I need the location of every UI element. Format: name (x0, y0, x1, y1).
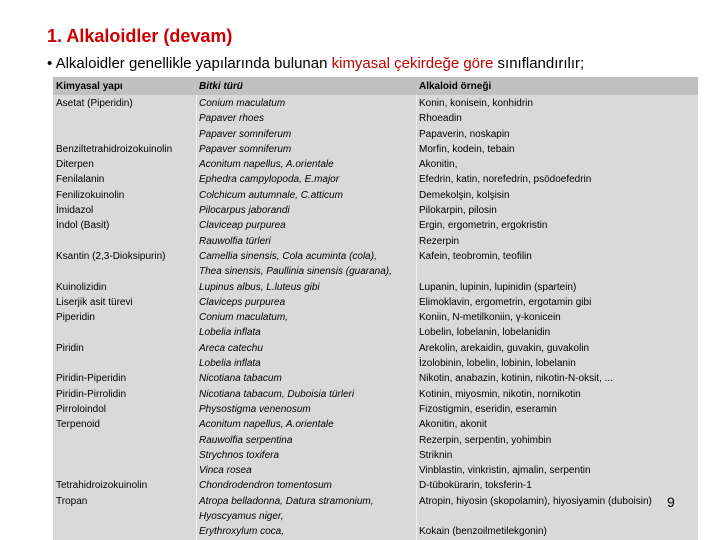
subtitle-text-post: sınıflandırılır; (493, 55, 585, 72)
plant-species-cell: Conium maculatum (199, 98, 286, 109)
plant-species-cell: Lobelia inflata (199, 358, 261, 370)
chemical-structure-cell (56, 433, 172, 448)
plant-species-cell: Nicotiana tabacum, Duboisia türleri (199, 388, 355, 400)
plant-species-cell: Rauwolfia serpentina (199, 434, 293, 446)
chemical-structure-cell (56, 509, 172, 524)
plant-species-cell: Lobelia inflata (199, 327, 261, 339)
plant-species-cell: Lupinus albus, L.luteus gibi (199, 281, 320, 293)
alkaloid-example-cell: Ergin, ergometrin, ergokristin (419, 220, 548, 232)
slide-subtitle (47, 55, 584, 72)
alkaloid-example-cell: Atropin, hiyosin (skopolamin), hiyosiyamin (duboisin) (419, 495, 652, 507)
chemical-structure-cell: Ksantin (2,3-Dioksipurin) (56, 250, 166, 262)
chemical-structure-cell: Pirroloindol (56, 403, 107, 415)
plant-species-cell: Erythroxylum coca, (199, 526, 285, 538)
column-plant-species (199, 96, 392, 540)
alkaloid-example-cell: Nikotin, anabazin, kotinin, nikotin-N-oksit, ... (419, 373, 613, 385)
plant-species-cell: Atropa belladonna, Datura stramonium, (199, 495, 374, 507)
plant-species-cell: Areca catechu (199, 342, 263, 354)
chemical-structure-cell (56, 234, 172, 249)
column-alkaloid-example (419, 96, 652, 540)
chemical-structure-cell: Piridin (56, 342, 84, 354)
chemical-structure-cell (56, 524, 172, 539)
chemical-structure-cell: Asetat (Piperidin) (56, 98, 133, 109)
chemical-structure-cell: İndol (Basit) (56, 220, 110, 232)
alkaloid-example-cell: Efedrin, katin, norefedrin, psödoefedrin (419, 174, 592, 186)
chemical-structure-cell (56, 127, 172, 142)
column-divider (416, 95, 417, 540)
plant-species-cell: Camellia sinensis, Cola acuminta (cola), (199, 250, 377, 262)
alkaloid-example-cell: Rhoeadin (419, 113, 462, 125)
plant-species-cell: Chondrodendron tomentosum (199, 480, 332, 492)
alkaloid-example-cell: Lobelin, lobelanin, lobelanidin (419, 327, 551, 339)
chemical-structure-cell: Fenilalanin (56, 174, 105, 186)
header-chemical-structure: Kimyasal yapı (56, 81, 123, 92)
table-header (53, 77, 698, 95)
subtitle-text-pre: • Alkaloidler genellikle yapılarında bulunan (47, 55, 332, 72)
header-alkaloid-example: Alkaloid örneği (419, 81, 492, 92)
plant-species-cell: Colchicum autumnale, C.atticum (199, 189, 343, 201)
chemical-structure-cell (56, 325, 172, 340)
slide-title: 1. Alkaloidler (devam) (47, 26, 233, 46)
alkaloid-example-cell: Rezerpin, serpentin, yohimbin (419, 434, 552, 446)
alkaloid-example-cell: Akonitin, (419, 159, 458, 171)
plant-species-cell: Hyoscyamus niger, (199, 511, 284, 523)
chemical-structure-cell (56, 448, 172, 463)
alkaloid-example-cell (419, 509, 652, 524)
alkaloid-example-cell: Morfin, kodein, tebain (419, 143, 515, 155)
plant-species-cell: Claviceap purpurea (199, 220, 286, 232)
alkaloid-example-cell: Arekolin, arekaidin, guvakin, guvakolin (419, 342, 590, 354)
alkaloid-example-cell: Vinblastin, vinkristin, ajmalin, serpentin (419, 465, 591, 477)
alkaloid-example-cell: Fizostigmin, eseridin, eseramin (419, 403, 557, 415)
alkaloid-example-cell: Akonitin, akonit (419, 419, 487, 431)
plant-species-cell: Strychnos toxifera (199, 449, 280, 461)
plant-species-cell: Pilocarpus jaborandi (199, 205, 290, 217)
chemical-structure-cell: Tropan (56, 495, 88, 507)
alkaloid-table (53, 77, 698, 540)
alkaloid-example-cell: Kafein, teobromin, teofilin (419, 250, 532, 262)
plant-species-cell: Physostigma venenosum (199, 403, 311, 415)
chemical-structure-cell: Piperidin (56, 312, 95, 324)
alkaloid-example-cell: Pilokarpin, pilosin (419, 205, 497, 217)
chemical-structure-cell: Liserjik asit türevi (56, 296, 133, 308)
alkaloid-example-cell: Konin, konisein, konhidrin (419, 98, 533, 109)
chemical-structure-cell (56, 463, 172, 478)
alkaloid-example-cell: Kokain (benzoilmetilekgonin) (419, 526, 547, 538)
plant-species-cell: Vinca rosea (199, 465, 252, 477)
plant-species-cell: Aconitum napellus, A.orientale (199, 419, 334, 431)
header-plant-species: Bitki türü (199, 81, 243, 92)
chemical-structure-cell: Benziltetrahidroizokuinolin (56, 143, 173, 155)
alkaloid-example-cell: Papaverin, noskapin (419, 128, 510, 140)
alkaloid-example-cell: Demekolşin, kolşisin (419, 189, 510, 201)
chemical-structure-cell (56, 111, 172, 126)
alkaloid-example-cell: Lupanin, lupinin, lupinidin (spartein) (419, 281, 577, 293)
plant-species-cell: Conium maculatum, (199, 312, 288, 324)
plant-species-cell: Papaver somniferum (199, 143, 292, 155)
column-divider (196, 95, 197, 540)
alkaloid-example-cell: Koniin, N-metilkoniin, γ-konicein (419, 312, 561, 324)
alkaloid-example-cell: İzolobinin, lobelin, lobinin, lobelanin (419, 358, 576, 370)
plant-species-cell: Aconitum napellus, A.orientale (199, 159, 334, 171)
subtitle-highlight: kimyasal çekirdeğe göre (331, 55, 494, 72)
plant-species-cell: Rauwolfia türleri (199, 235, 271, 247)
column-chemical-structure (56, 96, 172, 540)
chemical-structure-cell (56, 356, 172, 371)
plant-species-cell: Ephedra campylopoda, E.major (199, 174, 340, 186)
alkaloid-example-cell: Striknin (419, 449, 453, 461)
alkaloid-example-cell: Elimoklavin, ergometrin, ergotamin gibi (419, 296, 592, 308)
chemical-structure-cell: İmidazol (56, 205, 94, 217)
plant-species-cell: Thea sinensis, Paullinia sinensis (guarana), (199, 266, 392, 278)
plant-species-cell: Claviceps purpurea (199, 296, 286, 308)
chemical-structure-cell: Kuinolizidin (56, 281, 107, 293)
chemical-structure-cell: Diterpen (56, 159, 94, 171)
chemical-structure-cell: Piridin-Pirrolidin (56, 388, 127, 400)
chemical-structure-cell: Fenilizokuinolin (56, 189, 125, 201)
plant-species-cell: Papaver somniferum (199, 128, 292, 140)
alkaloid-example-cell (419, 264, 652, 279)
chemical-structure-cell: Terpenoid (56, 419, 100, 431)
alkaloid-example-cell: Rezerpin (419, 235, 460, 247)
plant-species-cell: Papaver rhoes (199, 113, 265, 125)
chemical-structure-cell: Tetrahidroizokuinolin (56, 480, 148, 492)
chemical-structure-cell (56, 264, 172, 279)
alkaloid-example-cell: Kotinin, miyosmin, nikotin, nornikotin (419, 388, 581, 400)
plant-species-cell: Nicotiana tabacum (199, 373, 282, 385)
alkaloid-example-cell: D-tübokürarin, toksferin-1 (419, 480, 532, 492)
page-number: 9 (667, 494, 675, 510)
chemical-structure-cell: Piridin-Piperidin (56, 373, 127, 385)
